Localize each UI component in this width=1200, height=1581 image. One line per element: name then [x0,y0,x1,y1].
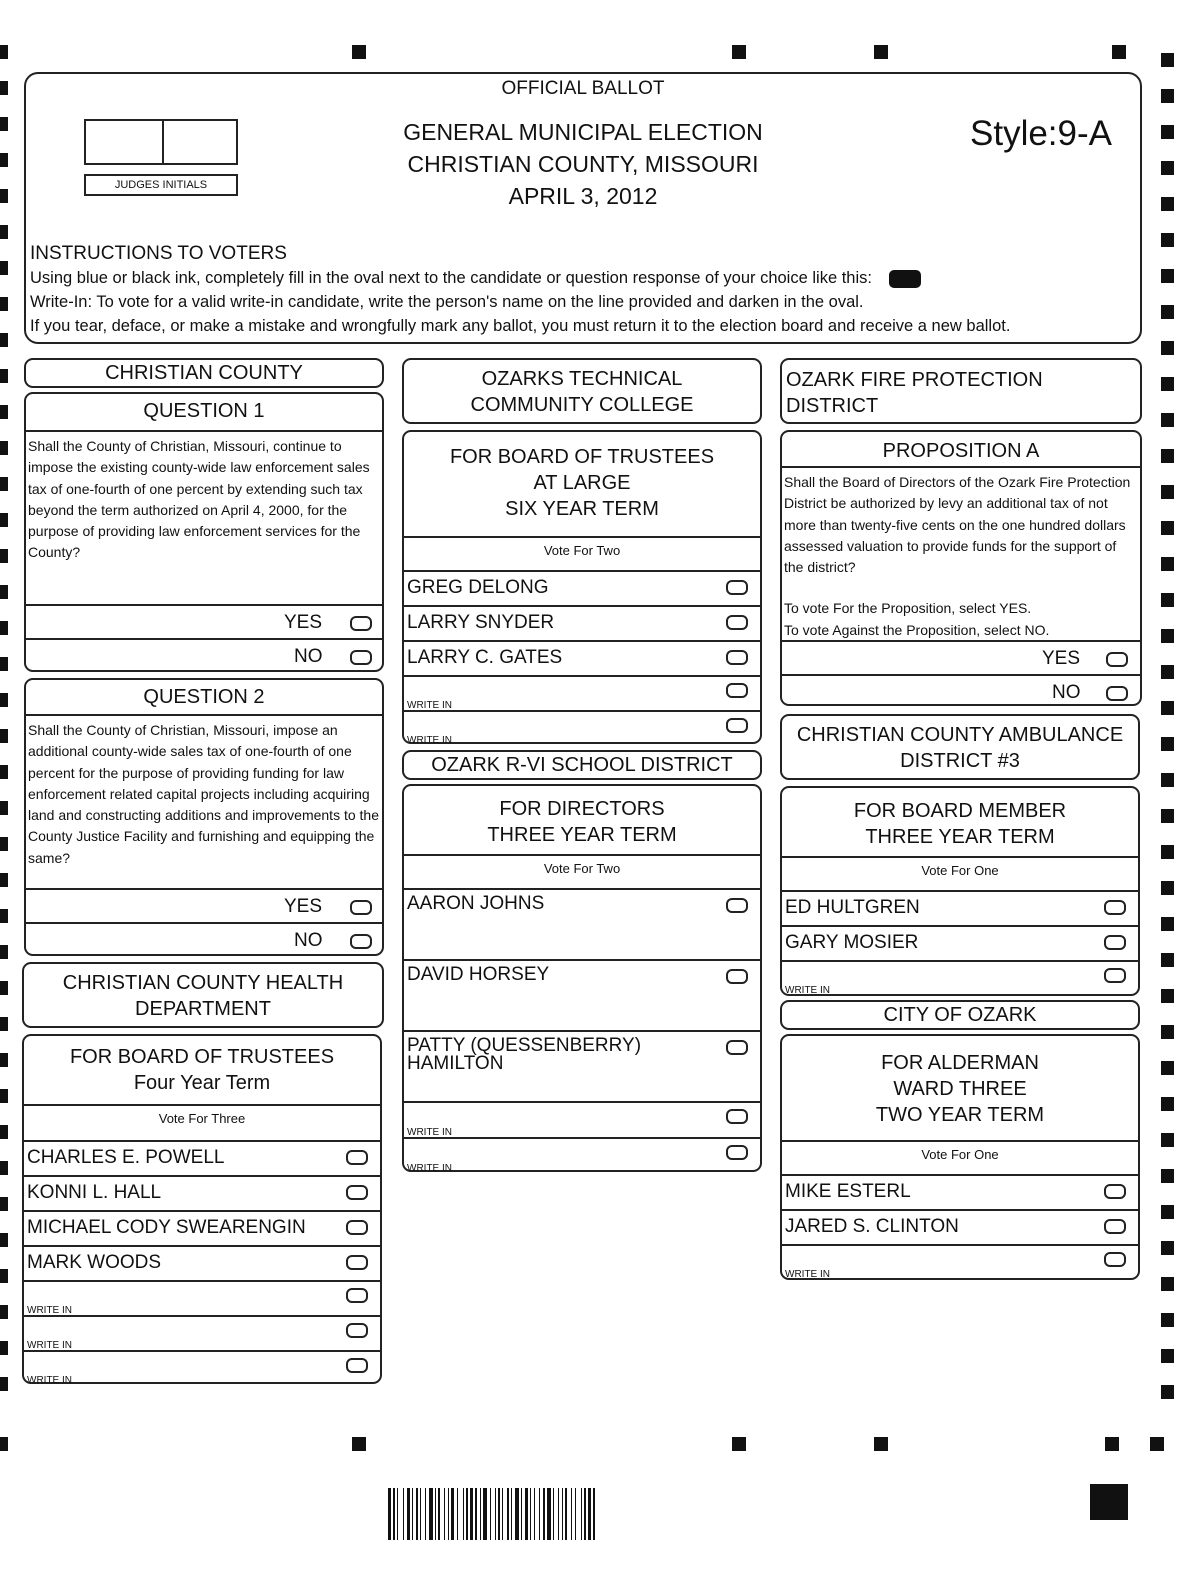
city-vote-for: Vote For One [921,1147,999,1162]
otc-vote-for: Vote For Two [543,543,621,558]
question-2-no-oval[interactable] [350,934,372,949]
health-board-contest [22,1034,382,1384]
school-office: FOR DIRECTORS THREE YEAR TERM [487,798,677,846]
barcode-bar [416,1488,418,1540]
timing-mark [1161,485,1174,499]
question-2-yes-label: YES [284,896,323,917]
timing-mark [1161,1205,1174,1219]
otc-candidate-name: LARRY C. GATES [407,647,563,668]
school-candidate-oval[interactable] [726,969,748,984]
health-write-in-oval[interactable] [346,1358,368,1373]
barcode-bar [470,1488,473,1540]
timing-mark [0,729,8,743]
health-candidate-oval[interactable] [346,1150,368,1165]
timing-mark [1161,557,1174,571]
city-write-in-row[interactable] [782,1244,1138,1281]
barcode-bar [588,1488,591,1540]
health-candidate-name: MARK WOODS [27,1252,162,1273]
timing-mark [0,225,8,239]
school-write-in-label: WRITE IN [407,1163,452,1174]
school-candidate-oval[interactable] [726,898,748,913]
timing-mark [0,981,8,995]
timing-mark [1161,1241,1174,1255]
proposition-a-no-oval[interactable] [1106,686,1128,701]
otc-write-in-row[interactable] [404,675,760,712]
health-candidate-name: KONNI L. HALL [27,1182,162,1203]
otc-write-in-label: WRITE IN [407,735,452,746]
otc-candidate-row [404,570,760,607]
barcode-bar [388,1488,391,1540]
barcode-bar [521,1488,522,1540]
health-write-in-label: WRITE IN [27,1375,72,1386]
barcode-bar [483,1488,487,1540]
barcode-bar [403,1488,404,1540]
city-candidate-oval[interactable] [1104,1184,1126,1199]
school-candidate-oval[interactable] [726,1040,748,1055]
timing-mark [1161,593,1174,607]
otc-candidate-oval[interactable] [726,650,748,665]
health-write-in-oval[interactable] [346,1323,368,1338]
barcode-bar [475,1488,477,1540]
barcode-bar [397,1488,398,1540]
timing-mark [1161,53,1174,67]
timing-mark [1161,1313,1174,1327]
barcode-bar [451,1488,454,1540]
instructions-heading: INSTRUCTIONS TO VOTERS [30,243,287,264]
timing-mark [1161,701,1174,715]
barcode-bar [444,1488,445,1540]
question-1-contest [24,392,384,672]
timing-mark [0,333,8,347]
ambulance-candidate-name: GARY MOSIER [785,932,919,953]
barcode-bar [553,1488,554,1540]
timing-mark [1161,1385,1174,1399]
timing-mark [0,153,8,167]
timing-mark [1161,305,1174,319]
timing-mark [1161,1133,1174,1147]
otc-write-in-row[interactable] [404,710,760,747]
timing-mark [1161,413,1174,427]
barcode-bar [558,1488,559,1540]
health-candidate-oval[interactable] [346,1185,368,1200]
timing-mark [1161,125,1174,139]
ambulance-candidate-row [782,890,1138,927]
school-write-in-row[interactable] [404,1137,760,1175]
timing-mark [0,693,8,707]
timing-mark [0,117,8,131]
timing-mark [0,477,8,491]
otc-trustees-contest [402,430,762,744]
health-candidate-oval[interactable] [346,1220,368,1235]
timing-mark [0,945,8,959]
timing-mark [0,1161,8,1175]
timing-mark [1161,1169,1174,1183]
barcode-bar [495,1488,496,1540]
otc-candidate-oval[interactable] [726,615,748,630]
question-2-title: QUESTION 2 [143,686,265,708]
ambulance-office: FOR BOARD MEMBER THREE YEAR TERM [853,800,1067,848]
question-2-yes-oval[interactable] [350,900,372,915]
school-write-in-label: WRITE IN [407,1127,452,1138]
timing-mark [0,441,8,455]
city-candidate-row [782,1174,1138,1211]
timing-mark [0,369,8,383]
otc-candidate-oval[interactable] [726,580,748,595]
barcode-bar [412,1488,413,1540]
timing-mark [1161,665,1174,679]
barcode-bar [593,1488,595,1540]
timing-mark [0,873,8,887]
city-of-ozark-header: CITY OF OZARK [780,1000,1140,1030]
timing-mark [0,1125,8,1139]
timing-mark [0,1197,8,1211]
city-office: FOR ALDERMAN WARD THREE TWO YEAR TERM [875,1052,1045,1126]
timing-mark [0,45,8,59]
timing-mark [1161,449,1174,463]
timing-mark [0,405,8,419]
filled-oval-example [889,270,921,288]
ambulance-board-contest [780,786,1140,996]
city-candidate-name: MIKE ESTERL [785,1181,911,1202]
health-vote-for: Vote For Three [158,1111,246,1126]
timing-mark [0,585,8,599]
timing-mark [1161,845,1174,859]
school-directors-contest [402,784,762,1172]
health-write-in-oval[interactable] [346,1288,368,1303]
school-candidate-row [404,959,760,1032]
judges-initials-boxes[interactable] [84,119,238,165]
question-2-contest [24,678,384,956]
otc-candidate-row [404,640,760,677]
ambulance-candidate-row [782,925,1138,962]
barcode-bar [425,1488,426,1540]
timing-mark [0,621,8,635]
question-1-text: Shall the County of Christian, Missouri, continue to impose the existing county-wide law enforcement sales tax of one-fourth of one percent by extending such tax beyond the term authorized on April 4, 2000, for the purpose of providing law enforcement services for the County? [28,438,370,561]
timing-mark [1161,737,1174,751]
proposition-a-yes-oval[interactable] [1106,652,1128,667]
barcode-bar [466,1488,468,1540]
timing-mark [1161,521,1174,535]
city-alderman-contest [780,1034,1140,1280]
timing-mark [1161,1061,1174,1075]
instructions: INSTRUCTIONS TO VOTERS Using blue or black ink, completely fill in the oval next to the candidate or question response of your choice like this: Write-In: To vote for a valid write-in candidate, write the person's name on the line provided and darken in the oval. If you tear, deface, or make a mistake and wrongfully mark any ballot, you must return it to the election board and receive a new ballot. [30,242,1136,338]
christian-county-header: CHRISTIAN COUNTY [24,358,384,388]
official-ballot-label: OFFICIAL BALLOT [501,78,665,99]
timing-mark [0,1233,8,1247]
barcode-bar [525,1488,528,1540]
timing-mark [0,549,8,563]
question-1-yes-label: YES [284,612,323,633]
school-candidate-row [404,888,760,961]
timing-mark [0,81,8,95]
health-write-in-label: WRITE IN [27,1305,72,1316]
otc-write-in-oval[interactable] [726,683,748,698]
health-office: FOR BOARD OF TRUSTEES Four Year Term [69,1046,335,1094]
city-candidate-row [782,1209,1138,1246]
proposition-a-yes-label: YES [1042,648,1081,669]
health-write-in-label: WRITE IN [27,1340,72,1351]
timing-mark [0,909,8,923]
timing-mark [0,261,8,275]
timing-mark [1161,773,1174,787]
judges-initials-label: JUDGES INITIALS [84,174,238,196]
timing-mark [1161,1025,1174,1039]
timing-mark [1161,233,1174,247]
timing-mark [1161,989,1174,1003]
school-candidate-name: AARON JOHNS [407,893,545,914]
otc-office: FOR BOARD OF TRUSTEES AT LARGE SIX YEAR TERM [449,446,715,520]
city-write-in-label: WRITE IN [785,1269,830,1280]
proposition-a-text: Shall the Board of Directors of the Ozark Fire Protection District be authorized by levy an additional tax of not more than twenty-five cents on the one hundred dollars assessed valuation to provide funds for the support of the district? To vote For the Proposition, select YES. To vote Against the Proposition, select NO. [784,474,1131,638]
barcode-bar [438,1488,440,1540]
ambulance-candidate-name: ED HULTGREN [785,897,920,918]
timing-mark [1161,341,1174,355]
proposition-a-title: PROPOSITION A [882,440,1040,462]
barcode-bar [565,1488,567,1540]
barcode-bar [584,1488,586,1540]
otc-candidate-name: LARRY SNYDER [407,612,555,633]
barcode-bar [463,1488,464,1540]
otc-candidate-name: GREG DELONG [407,577,549,598]
health-candidate-name: MICHAEL CODY SWEARENGIN [27,1217,306,1238]
barcode-bar [490,1488,491,1540]
barcode-bar [435,1488,436,1540]
timing-mark [0,1341,8,1355]
timing-mark [1161,881,1174,895]
timing-mark [1161,1277,1174,1291]
timing-mark [1161,89,1174,103]
ambulance-district-header: CHRISTIAN COUNTY AMBULANCE DISTRICT #3 [780,714,1140,780]
election-title: GENERAL MUNICIPAL ELECTION CHRISTIAN COUNTY, MISSOURI APRIL 3, 2012 [403,119,763,209]
barcode-bar [515,1488,519,1540]
timing-mark [1161,197,1174,211]
school-write-in-oval[interactable] [726,1109,748,1124]
question-1-no-oval[interactable] [350,650,372,665]
health-write-in-row[interactable] [24,1280,380,1317]
timing-mark [1161,953,1174,967]
barcode-bar [543,1488,545,1540]
barcode-bar [480,1488,481,1540]
city-write-in-oval[interactable] [1104,1252,1126,1267]
ambulance-candidate-oval[interactable] [1104,900,1126,915]
city-candidate-oval[interactable] [1104,1219,1126,1234]
ballot-header [24,72,1142,344]
health-candidate-oval[interactable] [346,1255,368,1270]
school-candidate-name: DAVID HORSEY [407,964,550,985]
timing-mark [1161,1097,1174,1111]
health-candidate-name: CHARLES E. POWELL [27,1147,225,1168]
health-candidate-row [24,1245,380,1282]
barcode-bar [530,1488,531,1540]
otc-header: OZARKS TECHNICAL COMMUNITY COLLEGE [402,358,762,424]
city-candidate-name: JARED S. CLINTON [785,1216,959,1237]
timing-mark [0,1053,8,1067]
timing-mark [1161,809,1174,823]
health-candidate-row [24,1140,380,1177]
barcode-bar [534,1488,535,1540]
corner-registration-mark [1090,1484,1128,1520]
barcode-bar [581,1488,582,1540]
health-candidate-row [24,1210,380,1247]
barcode-bar [562,1488,563,1540]
ballot-style: Style:9-A [970,114,1112,153]
timing-mark [0,513,8,527]
question-1-yes-oval[interactable] [350,616,372,631]
school-write-in-oval[interactable] [726,1145,748,1160]
otc-write-in-oval[interactable] [726,718,748,733]
timing-mark [0,657,8,671]
timing-mark [0,1305,8,1319]
question-2-text: Shall the County of Christian, Missouri, impose an additional county-wide sales tax of one-fourth of one percent for the purpose of providing funding for law enforcement related capital projects including acquiring land and constructing additions and improvements to the County Justice Facility and furnishing and equipping the same? [28,722,379,866]
barcode-bar [429,1488,433,1540]
health-write-in-row[interactable] [24,1350,380,1387]
otc-candidate-row [404,605,760,642]
ambulance-write-in-label: WRITE IN [785,985,830,996]
timing-mark [1161,629,1174,643]
ballot-barcode [388,1488,808,1540]
timing-mark [1161,161,1174,175]
ambulance-candidate-oval[interactable] [1104,935,1126,950]
proposition-a-no-label: NO [1052,682,1081,703]
school-candidate-row [404,1030,760,1103]
school-district-header: OZARK R-VI SCHOOL DISTRICT [402,750,762,780]
barcode-bar [393,1488,395,1540]
question-2-no-label: NO [294,930,323,951]
barcode-bar [575,1488,576,1540]
timing-mark [0,1377,8,1391]
timing-mark [0,189,8,203]
timing-mark [0,1017,8,1031]
barcode-bar [420,1488,421,1540]
barcode-bar [507,1488,509,1540]
question-1-title: QUESTION 1 [143,400,265,422]
school-write-in-row[interactable] [404,1101,760,1139]
health-write-in-row[interactable] [24,1315,380,1352]
otc-write-in-label: WRITE IN [407,700,452,711]
school-vote-for: Vote For Two [543,861,621,876]
barcode-bar [511,1488,512,1540]
barcode-bar [498,1488,500,1540]
barcode-bar [448,1488,449,1540]
timing-mark [1161,1349,1174,1363]
timing-mark [1161,917,1174,931]
barcode-bar [571,1488,572,1540]
timing-mark [0,765,8,779]
timing-mark [0,1089,8,1103]
barcode-bar [457,1488,458,1540]
school-candidate-name: PATTY (QUESSENBERRY) HAMILTON [407,1035,642,1074]
barcode-bar [502,1488,503,1540]
question-1-no-label: NO [294,646,323,667]
proposition-a-contest [780,430,1142,706]
timing-mark [0,1269,8,1283]
barcode-bar [539,1488,540,1540]
timing-mark [0,801,8,815]
timing-mark [0,297,8,311]
timing-mark [1161,269,1174,283]
timing-mark [0,837,8,851]
health-candidate-row [24,1175,380,1212]
ambulance-write-in-row[interactable] [782,960,1138,997]
health-department-header: CHRISTIAN COUNTY HEALTH DEPARTMENT [22,962,384,1028]
timing-mark [1161,377,1174,391]
barcode-bar [407,1488,410,1540]
fire-district-header: OZARK FIRE PROTECTION DISTRICT [780,358,1142,424]
barcode-bar [547,1488,551,1540]
ambulance-vote-for: Vote For One [921,863,999,878]
ambulance-write-in-oval[interactable] [1104,968,1126,983]
